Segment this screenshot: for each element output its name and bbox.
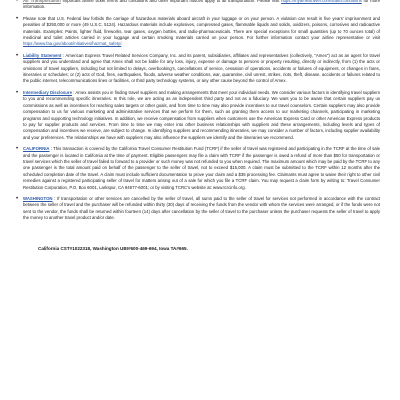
bullet-icon: •: [16, 15, 19, 22]
terms-item-text: [23, 146, 380, 191]
terms-item-title[interactable]: Liability Statement: [23, 52, 62, 58]
terms-item: [16, 196, 380, 222]
registration-numbers: California CST#1022318, Washington UBI#600-469-694, Iowa TA#665.: [38, 246, 188, 251]
terms-item-link[interactable]: https://myamextravel.com/static/conditions: [281, 0, 362, 3]
terms-item-body: : This transaction is covered by the California Travel Consumer Restitution Fund (TCRF) if the seller of travel was registered and participating in the TCRF at the time of sale and the passenger is located in California at the time of payment. Eligible passengers may file a claim with TCRF if the passenger is owed a refund of more than $50 for transportation or travel services which the seller of travel failed to forward to a provider or such money was not refunded to you when required. The maximum amount which may be paid by the TCRF to any one passenger is the total amount paid on behalf of the passenger to the seller of travel, not to exceed $15,000. A claim must be submitted to the TCRF within 12 months after the scheduled completion date of the travel. A claim must include sufficient documentation to prove your claim and a $35 processing fee. Claimants must agree to waive their right to other civil remedies against a registered participating seller of travel for matters arising out of a sale for which you file a TCRF claim. You may request a claim form by writing to: Travel Consumer Restitution Corporation, P.O. Box 6001, Larkspur, CA 94977-6001; or by visiting TCRC's website at: www.tcrcinfo.org.: [23, 146, 380, 190]
terms-item: [16, 16, 380, 48]
terms-item: [16, 53, 380, 85]
terms-item-text: [23, 196, 380, 222]
bullet-icon: •: [16, 195, 19, 202]
terms-item-body: Important airline ticket terms and conditions and other important notices apply to all transportation. Please visit: [62, 0, 280, 3]
terms-item-text: [23, 16, 380, 48]
terms-item-text: [23, 90, 380, 141]
terms-item-text: [23, 53, 380, 85]
terms-item: [16, 146, 380, 191]
terms-item-suffix: .: [121, 41, 123, 47]
terms-item-body: : If transportation or other services are cancelled by the seller of travel, all sums paid to the seller of travel for services not performed in accordance with the contract between the seller of travel and the purchaser will be refunded within thirty (30) days of receiving the funds from the vendor with whom the services were arranged, or if the funds were not sent to the vendor, the funds shall be returned within fourteen (14) days after cancellation by the seller of travel to the purchaser unless the purchaser requests the seller of travel to apply the money to another travel product and/or date.: [23, 195, 380, 221]
terms-item: [16, 0, 380, 11]
terms-item-title: Air Transportation: [23, 0, 61, 3]
terms-item-title[interactable]: WASHINGTON: [23, 195, 53, 201]
bullet-icon: •: [16, 146, 19, 153]
bullet-icon: •: [16, 89, 19, 96]
bullet-icon: •: [16, 0, 19, 4]
terms-item-suffix: for more information.: [23, 0, 381, 10]
bullet-icon: •: [16, 52, 19, 59]
terms-item: [16, 90, 380, 141]
terms-item-title[interactable]: Intermediary Disclosure: [23, 89, 72, 95]
terms-item-body: : Amex assists you in finding travel suppliers and making arrangements that meet your individual needs. We consider various factors in identifying travel suppliers to you and recommending specific itineraries. In this role, we are acting as an independent third party and not as a fiduciary. We want you to be aware that certain suppliers pay us commissions as well as incentives for reaching sales targets or other goals, and from time to time may also provide incentives to our travel counselors. Certain suppliers may also provide compensation to us for various marketing and administrative services that we perform for them, such as granting them access to our marketing channels, participating in marketing programs and supporting technology initiatives. In addition, we receive compensation from suppliers when customers use the American Express Card or other American Express products to pay for supplier products and services. From time to time we may enter into other business relationships with suppliers and these arrangements, including levels and types of compensation and incentives we receive, are subject to change. In identifying suppliers and recommending itineraries, we may consider a number of factors, including supplier availability and your preferences. The relationships we have with suppliers may also influence the suppliers we identify and the itineraries we recommend.: [23, 89, 380, 140]
terms-item-body: Please note that U.S. Federal law forbids the carriage of hazardous materials aboard aircraft in your luggage or on your person. A violation can result in five years' imprisonment and penalties of $250,000 or more (49 U.S.C. 5124). Hazardous materials include explosives, compressed gases, flammable liquids and solids, oxidizers, poisons, corrosives and radioactive materials. Examples: Paints, lighter fluid, fireworks, tear gases, oxygen bottles, and radio-pharmaceuticals. There are special exceptions for small quantities (up to 70 ounces total) of medicinal and toilet articles carried in your luggage and certain smoking materials carried on your person. For further information contact your airline representative or visit: [23, 15, 380, 41]
terms-item-title[interactable]: CALIFORNIA: [23, 146, 50, 152]
terms-item-body: : American Express Travel Related Services Company, Inc. and its parent, subsidiaries, affiliates and representatives (collectively, "Amex") act as an agent for travel suppliers and you understand and agree that Amex shall not be liable for any loss, injury, expense or damage to persons or property resulting, directly or indirectly, from (1) the acts or omissions of travel suppliers, including but not limited to delays, overbooking's, cancellations of service, cessation of operations, accidents or failures of equipment, or changes in fares, itineraries or schedules; or (2) acts of God, fires, earthquakes, floods, adverse weather conditions, war, quarantine, civil unrest, strikes, riots, theft, disease, accidents or failures related to the public internet, telecommunications lines or facilities, or third party technology systems, or any other cause beyond the control of Amex.: [23, 52, 380, 84]
terms-item-link[interactable]: https://www.faa.gov/about/initiatives/hazmat_safety/: [23, 41, 122, 47]
terms-item-text: [23, 0, 380, 11]
terms-list: [16, 0, 380, 227]
